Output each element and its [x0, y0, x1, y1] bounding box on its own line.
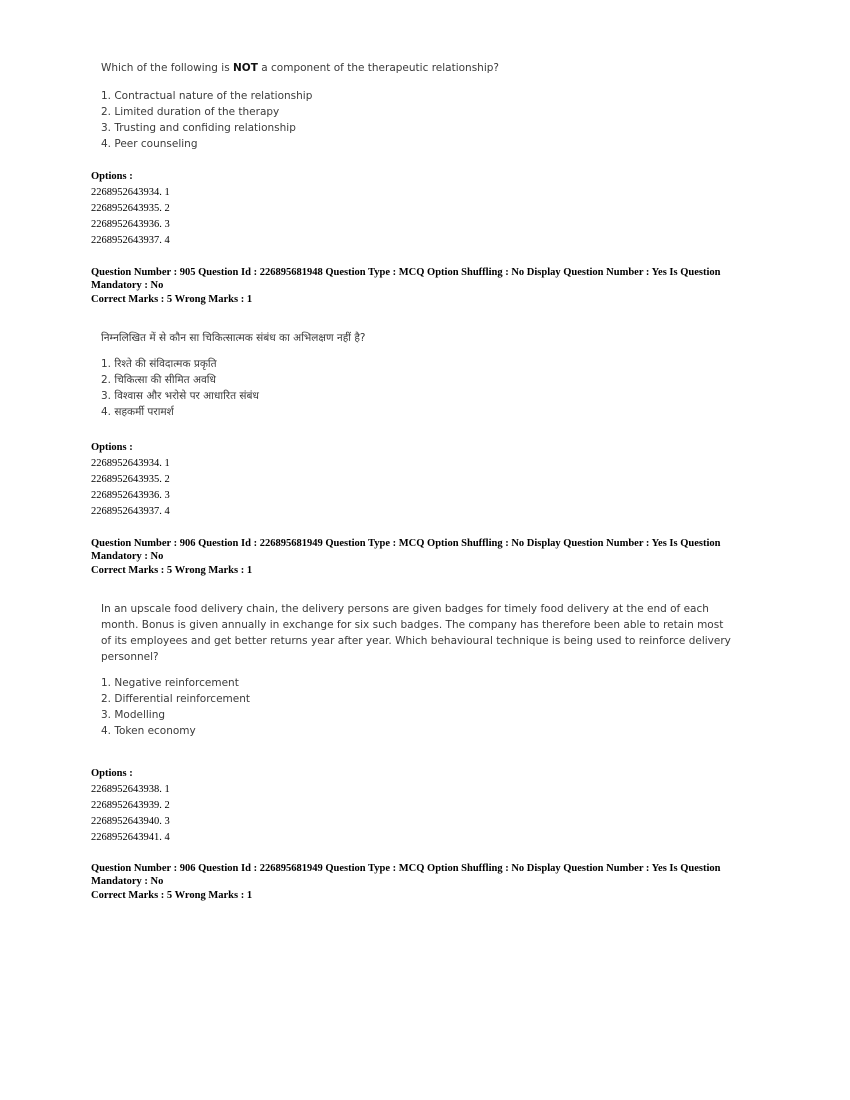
options-label: Options : [91, 442, 133, 453]
option-id: 2268952643936. 3 [91, 219, 170, 230]
options-block-1 [91, 169, 771, 249]
question-905-hindi [101, 330, 365, 420]
option-id: 2268952643940. 3 [91, 816, 170, 827]
choice-item: 1. रिश्ते की संविदात्मक प्रकृति [101, 358, 217, 370]
options-block-2 [91, 440, 771, 520]
meta-line: Question Number : 906 Question Id : 226895681949 Question Type : MCQ Option Shuffling : No Display Question Number : Yes Is Question [91, 863, 721, 874]
meta-line: Question Number : 905 Question Id : 226895681948 Question Type : MCQ Option Shuffling : No Display Question Number : Yes Is Question [91, 267, 721, 278]
choice-item: 2. Differential reinforcement [101, 693, 250, 705]
meta-line: Mandatory : No [91, 875, 164, 887]
options-block-3 [91, 766, 771, 846]
choice-item: 1. Contractual nature of the relationship [101, 90, 313, 102]
choice-list [101, 356, 365, 420]
option-id: 2268952643934. 1 [91, 458, 170, 469]
choice-item: 4. सहकर्मी परामर्श [101, 406, 174, 418]
meta-line: Correct Marks : 5 Wrong Marks : 1 [91, 890, 253, 901]
meta-line: Correct Marks : 5 Wrong Marks : 1 [91, 294, 253, 305]
choice-item: 3. Trusting and confiding relationship [101, 122, 296, 134]
meta-line: Mandatory : No [91, 279, 164, 291]
meta-line: Correct Marks : 5 Wrong Marks : 1 [91, 565, 253, 576]
option-id: 2268952643934. 1 [91, 187, 170, 198]
choice-item: 2. चिकित्सा की सीमित अवधि [101, 374, 216, 386]
choice-item: 2. Limited duration of the therapy [101, 106, 280, 118]
meta-line: Question Number : 906 Question Id : 226895681949 Question Type : MCQ Option Shuffling : No Display Question Number : Yes Is Question [91, 538, 721, 549]
option-id: 2268952643936. 3 [91, 490, 170, 501]
option-id: 2268952643938. 1 [91, 784, 170, 795]
choice-list [101, 675, 731, 739]
option-id: 2268952643937. 4 [91, 235, 170, 246]
option-id: 2268952643935. 2 [91, 474, 170, 485]
question-text: निम्नलिखित में से कौन सा चिकित्सात्मक संबंध का अभिलक्षण नहीं है? [101, 332, 366, 344]
options-label: Options : [91, 171, 133, 182]
choice-item: 3. Modelling [101, 709, 166, 721]
question-906-english [101, 601, 731, 739]
choice-item: 1. Negative reinforcement [101, 677, 239, 689]
choice-item: 4. Peer counseling [101, 138, 198, 150]
question-text: Which of the following is NOT a component of the therapeutic relationship? [101, 62, 499, 74]
options-label: Options : [91, 768, 133, 779]
option-id: 2268952643937. 4 [91, 506, 170, 517]
question-text: In an upscale food delivery chain, the delivery persons are given badges for timely food delivery at the end of each month. Bonus is given annually in exchange for six such badges. The company has therefore been able to retain most of its employees and get better returns year after year. Which behavioural technique is being used to reinforce delivery personnel? [101, 603, 731, 663]
choice-item: 4. Token economy [101, 725, 196, 737]
meta-line: Mandatory : No [91, 550, 164, 562]
question-meta-906-repeat [91, 863, 771, 903]
option-id: 2268952643941. 4 [91, 832, 170, 843]
choice-list [101, 88, 499, 152]
question-905-english [101, 60, 499, 152]
question-meta-906 [91, 538, 771, 578]
option-id: 2268952643939. 2 [91, 800, 170, 811]
option-id: 2268952643935. 2 [91, 203, 170, 214]
question-meta-905 [91, 267, 771, 307]
choice-item: 3. विश्वास और भरोसे पर आधारित संबंध [101, 390, 259, 402]
